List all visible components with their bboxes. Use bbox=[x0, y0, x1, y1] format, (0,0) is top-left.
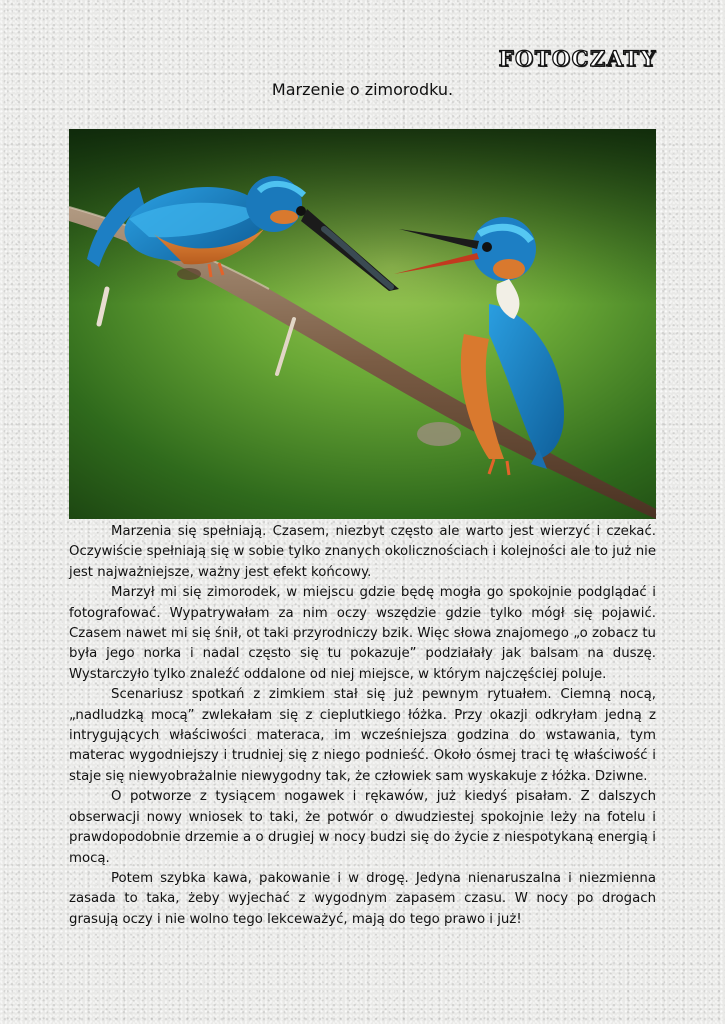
paragraph: Marzenia się spełniają. Czasem, niezbyt często ale warto jest wierzyć i czekać. Oczywiście spełniają się w sobie tylko znanych okolicznościach i kolejności ale to już nie jest najważniejsze, ważny jest efekt końcowy. bbox=[69, 524, 656, 580]
article-body bbox=[69, 522, 656, 930]
paragraph: O potworze z tysiącem nogawek i rękawów, już kiedyś pisałam. Z dalszych obserwacji nowy wniosek to taki, że potwór o dwudziestej spokojnie leży na fotelu i prawdopodobnie drzemie a o drugiej w nocy budzi się do życie z niespotykaną energią i mocą. bbox=[69, 789, 656, 866]
photo-vignette bbox=[69, 129, 656, 519]
brand-logo: FOTOCZATY bbox=[498, 46, 657, 71]
paragraph: Scenariusz spotkań z zimkiem stał się już pewnym rytuałem. Ciemną nocą, „nadludzką mocą” zwlekałam się z cieplutkiego łóżka. Przy okazji odkryłam jedną z intrygujących właściwości materaca, im wcześniejsza godzina do wstawania, tym materac wygodniejszy i trudniej się z niego podnieść. Około ósmej traci tę właściwość i staje się niewyobrażalnie niewygodny tak, że człowiek sam wyskakuje z łóżka. Dziwne. bbox=[69, 687, 656, 784]
paragraph: Potem szybka kawa, pakowanie i w drogę. Jedyna nienaruszalna i niezmienna zasada to taka, żeby wyjechać z wygodnym zapasem czasu. W nocy po drogach grasują oczy i nie wolno tego lekceważyć, mają do tego prawo i już! bbox=[69, 870, 656, 927]
kingfisher-photo bbox=[69, 129, 656, 519]
article-title: Marzenie o zimorodku. bbox=[271, 80, 454, 99]
paragraph: Marzył mi się zimorodek, w miejscu gdzie będę mogła go spokojnie podglądać i fotografować. Wypatrywałam za nim oczy wszędzie gdzie tylko mógł się pojawić. Czasem nawet mi się śnił, ot taki przyrodniczy bzik. Więc słowa znajomego „o zobacz tu była jego norka i nadal często się tu pokazuje” podziałały jak balsam na duszę. Wystarczyło tylko znaleźć oddalone od niej miejsce, w którym najczęściej poluje. bbox=[69, 585, 656, 682]
